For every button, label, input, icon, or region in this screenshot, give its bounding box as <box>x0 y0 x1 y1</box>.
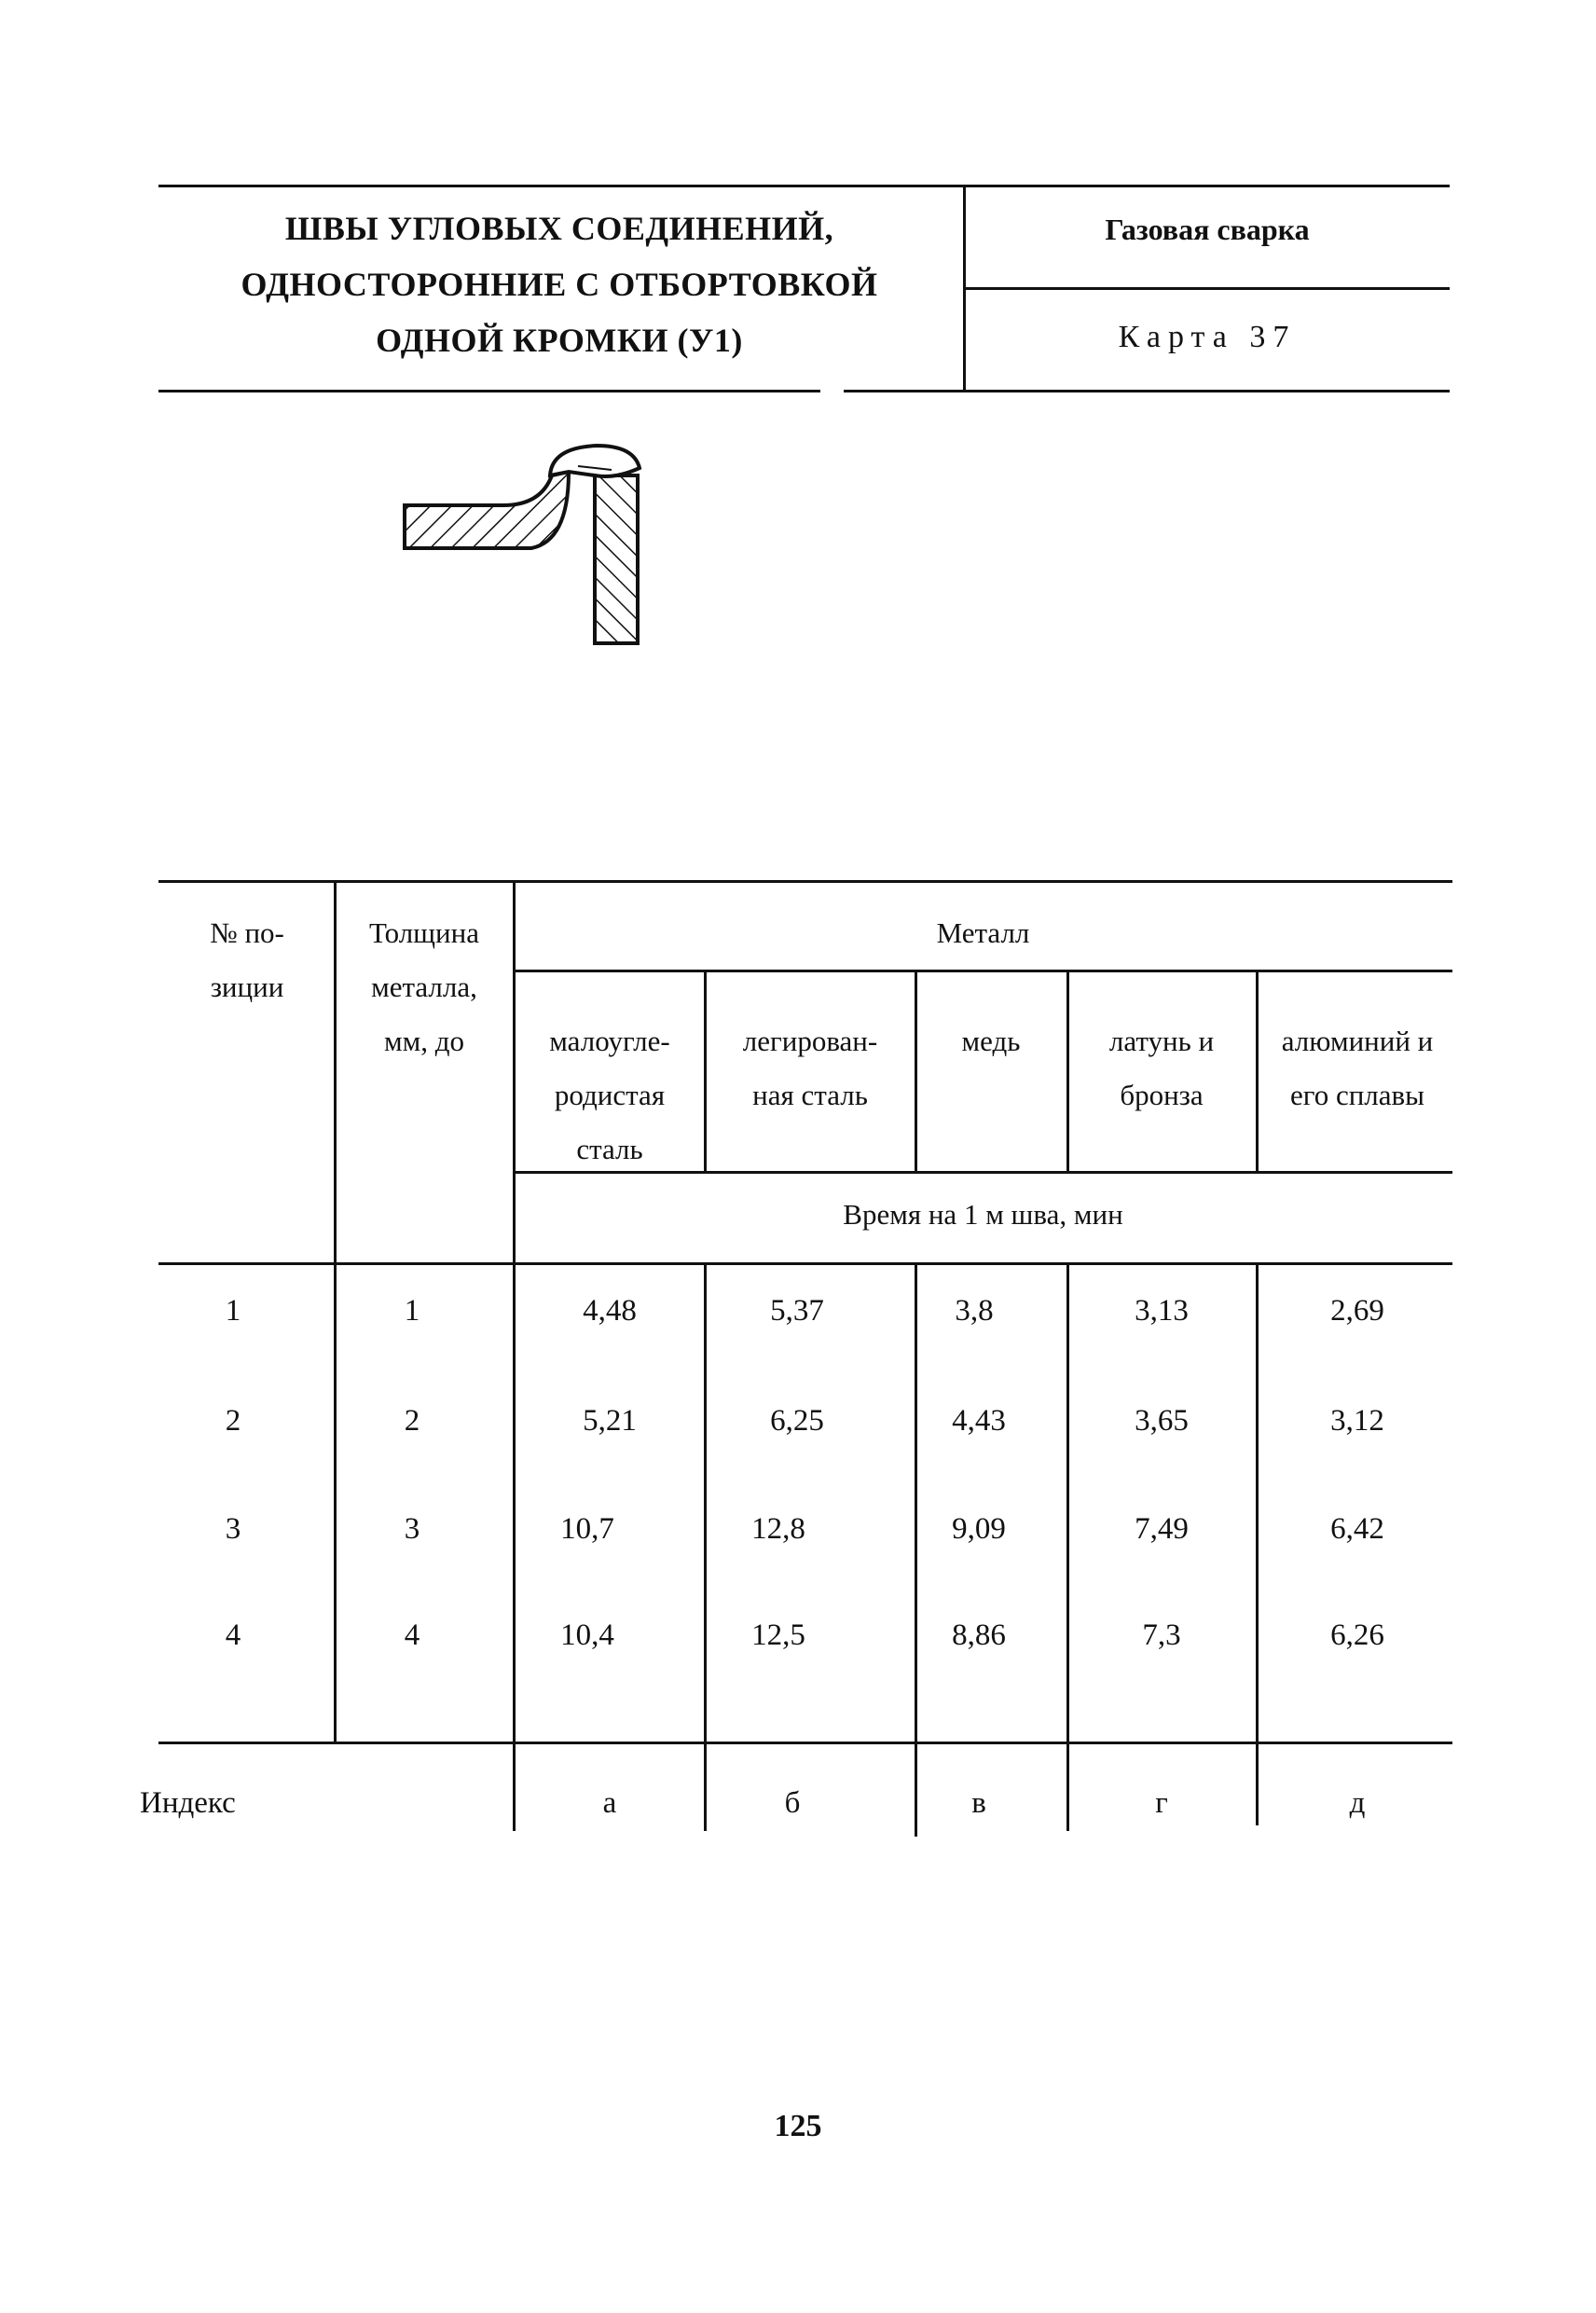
value-copper: 3,8 <box>955 1294 994 1328</box>
header-right-mid-rule <box>963 287 1450 290</box>
index-letter: г <box>1155 1786 1168 1820</box>
col-divider-4 <box>915 970 917 1171</box>
row-position: 4 <box>225 1618 241 1652</box>
page-number: 125 <box>774 2109 822 2143</box>
col-divider-6 <box>1256 970 1259 1171</box>
col-header-metal-low-carbon-steel: малоугле- родистая сталь <box>549 1025 670 1165</box>
col-header-metal-aluminium: алюминий и его сплавы <box>1281 1025 1434 1111</box>
value-low-carbon-steel: 10,4 <box>560 1618 614 1652</box>
value-aluminium: 6,42 <box>1330 1512 1384 1546</box>
value-copper: 4,43 <box>952 1404 1006 1438</box>
row-position: 3 <box>225 1512 241 1546</box>
value-low-carbon-steel: 4,48 <box>583 1294 637 1328</box>
value-brass-bronze: 7,3 <box>1142 1618 1181 1652</box>
col-divider-4-body <box>915 1262 917 1837</box>
value-alloy-steel: 5,37 <box>770 1294 824 1328</box>
col-divider-1 <box>334 880 337 1742</box>
index-letter: а <box>602 1786 617 1820</box>
index-letter: в <box>971 1786 986 1820</box>
col-divider-3-body <box>704 1262 707 1831</box>
row-thickness: 3 <box>404 1512 420 1546</box>
value-copper: 8,86 <box>952 1618 1006 1652</box>
value-aluminium: 6,26 <box>1330 1618 1384 1652</box>
index-letter: д <box>1349 1786 1366 1820</box>
index-letter: б <box>784 1786 801 1820</box>
time-per-meter-label: Время на 1 м шва, мин <box>843 1198 1123 1231</box>
value-aluminium: 3,12 <box>1330 1404 1384 1438</box>
value-copper: 9,09 <box>952 1512 1006 1546</box>
col-divider-5 <box>1066 970 1069 1171</box>
row-thickness: 1 <box>404 1294 420 1328</box>
col-header-metal-copper: медь <box>961 1025 1021 1057</box>
header-top-rule <box>158 185 1450 187</box>
row-position: 1 <box>225 1294 241 1328</box>
weld-joint-cross-section-icon <box>392 438 662 653</box>
col-header-position: № по- зиции <box>210 916 284 1003</box>
document-title-line-2: ОДНОСТОРОННИЕ С ОТБОРТОВКОЙ <box>241 266 878 303</box>
process-name: Газовая сварка <box>1105 213 1310 246</box>
document-title-line-1: ШВЫ УГЛОВЫХ СОЕДИНЕНИЙ, <box>284 210 834 247</box>
index-label: Индекс <box>140 1786 236 1820</box>
col-divider-3 <box>704 970 707 1171</box>
metal-group-rule <box>513 970 1452 972</box>
document-title-line-3: ОДНОЙ КРОМКИ (У1) <box>376 322 743 359</box>
value-low-carbon-steel: 5,21 <box>583 1404 637 1438</box>
value-alloy-steel: 12,5 <box>751 1618 805 1652</box>
row-thickness: 2 <box>404 1404 420 1438</box>
col-group-metal: Металл <box>936 916 1030 949</box>
col-header-metal-brass-bronze: латунь и бронза <box>1108 1025 1215 1111</box>
row-thickness: 4 <box>404 1618 420 1652</box>
card-number: Карта 37 <box>1118 320 1297 354</box>
header-bottom-rule-left <box>158 390 820 392</box>
value-aluminium: 2,69 <box>1330 1294 1384 1328</box>
col-header-thickness: Толщина металла, мм, до <box>369 916 479 1057</box>
table-top-rule <box>158 880 1452 883</box>
col-divider-6-body <box>1256 1262 1259 1825</box>
col-divider-5-body <box>1066 1262 1069 1831</box>
value-brass-bronze: 7,49 <box>1135 1512 1189 1546</box>
value-brass-bronze: 3,13 <box>1135 1294 1189 1328</box>
value-brass-bronze: 3,65 <box>1135 1404 1189 1438</box>
col-header-metal-alloy-steel: легирован- ная сталь <box>742 1025 878 1111</box>
row-position: 2 <box>225 1404 241 1438</box>
col-divider-2 <box>513 880 516 1831</box>
value-alloy-steel: 6,25 <box>770 1404 824 1438</box>
value-alloy-steel: 12,8 <box>751 1512 805 1546</box>
value-low-carbon-steel: 10,7 <box>560 1512 614 1546</box>
header-bottom-rule-right <box>844 390 1450 392</box>
